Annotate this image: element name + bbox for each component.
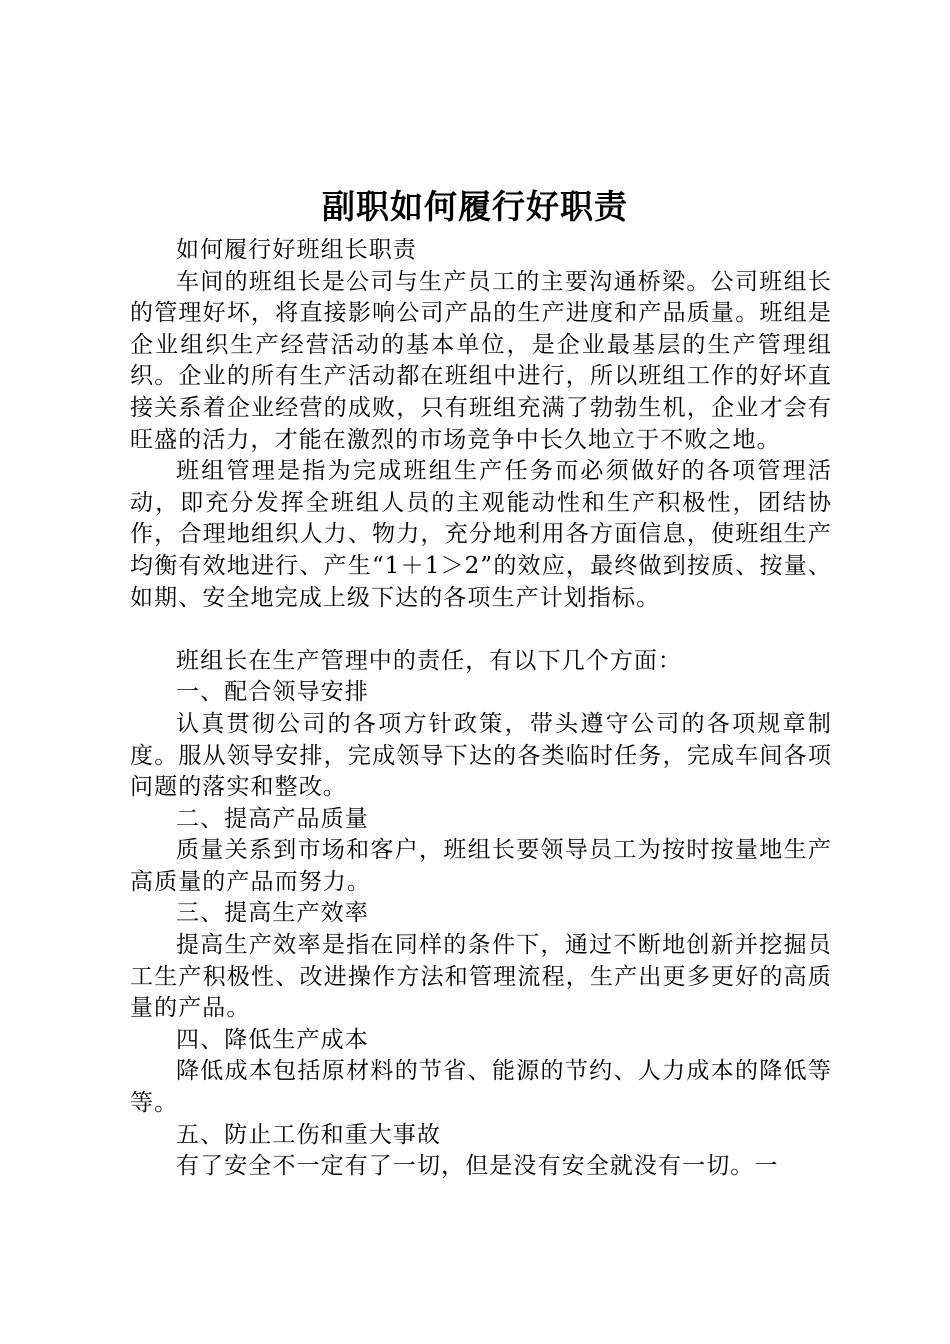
- section-body-5: 有了安全不一定有了一切，但是没有安全就没有一切。一: [176, 1153, 779, 1180]
- document-body: [130, 235, 832, 1183]
- section-heading-4: 四、降低生产成本: [176, 1026, 369, 1053]
- management-paragraph: 班组管理是指为完成班组生产任务而必须做好的各项管理活动，即充分发挥全班组人员的主观能动性和生产积极性，团结协作，合理地组织人力、物力，充分地利用各方面信息，使班组生产均衡有效地进行、产生“1＋1＞2”的效应，最终做到按质、按量、如期、安全地完成上级下达的各项生产计划指标。: [130, 458, 832, 611]
- section-body-4: 降低成本包括原材料的节省、能源的节约、人力成本的降低等等。: [130, 1058, 832, 1117]
- section-heading-3: 三、提高生产效率: [176, 900, 369, 927]
- section-body-3: 提高生产效率是指在同样的条件下，通过不断地创新并挖掘员工生产积极性、改进操作方法和管理流程，生产出更多更好的高质量的产品。: [130, 932, 832, 1022]
- section-body-1: 认真贯彻公司的各项方针政策，带头遵守公司的各项规章制度。服从领导安排，完成领导下达的各类临时任务，完成车间各项问题的落实和整改。: [130, 710, 832, 801]
- paragraph-gap: [130, 614, 832, 646]
- section-body-2: 质量关系到市场和客户，班组长要领导员工为按时按量地生产高质量的产品而努力。: [130, 837, 832, 895]
- intro-paragraph: 车间的班组长是公司与生产员工的主要沟通桥梁。公司班组长的管理好坏，将直接影响公司产品的生产进度和产品质量。班组是企业组织生产经营活动的基本单位，是企业最基层的生产管理组织。企业的所有生产活动都在班组中进行，所以班组工作的好坏直接关系着企业经营的成败，只有班组充满了勃勃生机，企业才会有旺盛的活力，才能在激烈的市场竞争中长久地立于不败之地。: [130, 268, 832, 453]
- section-heading-5: 五、防止工伤和重大事故: [176, 1121, 442, 1148]
- section-heading-1: 一、配合领导安排: [176, 679, 369, 706]
- document-title: 副职如何履行好职责: [322, 187, 628, 226]
- responsibility-intro: 班组长在生产管理中的责任，有以下几个方面：: [176, 647, 683, 674]
- section-heading-2: 二、提高产品质量: [176, 805, 369, 832]
- subtitle-paragraph: 如何履行好班组长职责: [176, 237, 417, 263]
